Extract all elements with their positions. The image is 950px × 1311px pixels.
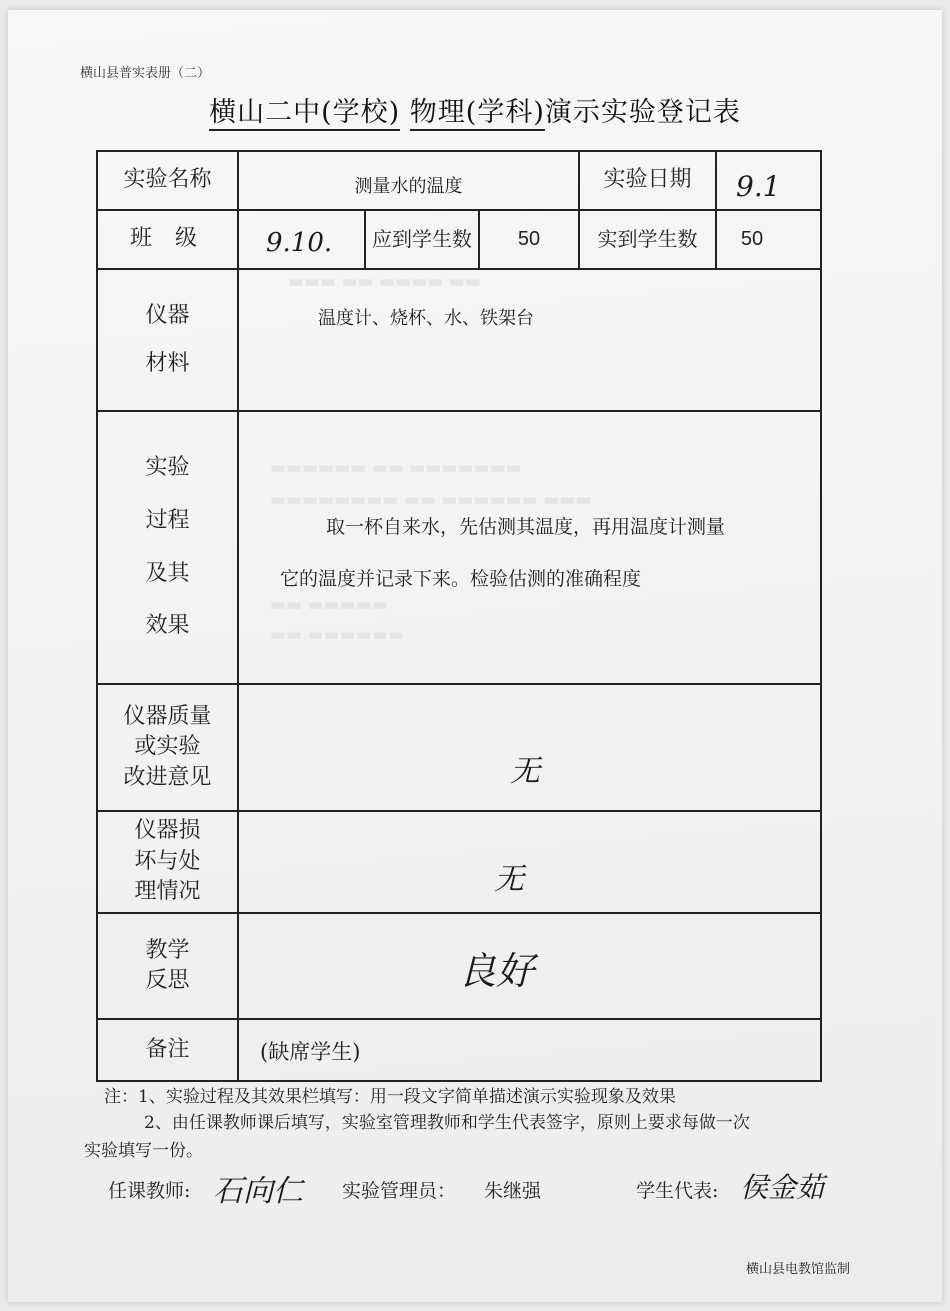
label-process-line4: 效果 bbox=[145, 613, 190, 639]
bleed-through-text: ▬▬ ▬▬▬▬▬▬ bbox=[270, 625, 404, 645]
title-rest: 演示实验登记表 bbox=[544, 97, 741, 128]
teacher-signature-label: 任课教师: bbox=[108, 1180, 191, 1202]
label-process-line3: 及其 bbox=[145, 560, 190, 586]
value-class: 9.10. bbox=[266, 228, 333, 258]
label-quality-line3: 改进意见 bbox=[123, 764, 212, 790]
title-school: 横山二中(学校) bbox=[209, 97, 400, 131]
bleed-through-text: ▬▬▬▬▬▬ ▬▬ ▬▬▬▬▬▬▬ bbox=[270, 458, 522, 478]
registration-form-sheet bbox=[8, 10, 942, 1302]
value-process-line1: 取一杯自来水，先估测其温度，再用温度计测量 bbox=[326, 516, 726, 538]
label-process bbox=[98, 412, 237, 683]
title-gap bbox=[400, 97, 410, 128]
label-damage-line3: 理情况 bbox=[134, 879, 201, 905]
label-damage bbox=[98, 812, 237, 912]
footer-issuer: 横山县电教馆监制 bbox=[745, 1262, 850, 1277]
label-materials-line2: 材料 bbox=[145, 351, 190, 376]
note-line-1: 注：1、实验过程及其效果栏填写：用一段文字简单描述演示实验现象及效果 bbox=[104, 1087, 676, 1107]
student-signature-label: 学生代表: bbox=[636, 1180, 719, 1202]
student-signature: 侯金茹 bbox=[740, 1171, 825, 1204]
value-experiment-name: 测量水的温度 bbox=[354, 176, 463, 197]
value-materials: 温度计、烧杯、水、铁架台 bbox=[318, 308, 534, 329]
form-series-label: 横山县普实表册（二） bbox=[80, 66, 211, 81]
label-experiment-date: 实验日期 bbox=[603, 167, 692, 193]
label-expected-students: 应到学生数 bbox=[372, 226, 472, 251]
value-actual-students: 50 bbox=[740, 227, 764, 250]
label-process-line1: 实验 bbox=[145, 454, 190, 480]
title-subject: 物理(学科) bbox=[410, 97, 545, 131]
label-remarks: 备注 bbox=[145, 1036, 190, 1062]
value-expected-students: 50 bbox=[517, 227, 541, 250]
label-reflection-line1: 教学 bbox=[145, 937, 190, 963]
label-quality bbox=[98, 685, 237, 810]
label-damage-line2: 坏与处 bbox=[134, 848, 201, 874]
label-reflection bbox=[98, 914, 237, 1018]
value-damage: 无 bbox=[494, 862, 524, 897]
label-materials-line1: 仪器 bbox=[145, 302, 190, 328]
label-materials bbox=[98, 270, 237, 410]
label-class: 班 级 bbox=[130, 226, 205, 252]
value-quality: 无 bbox=[510, 754, 540, 789]
value-experiment-date: 9.1 bbox=[736, 170, 781, 203]
admin-signature: 朱继强 bbox=[484, 1180, 542, 1202]
label-actual-students: 实到学生数 bbox=[597, 226, 698, 251]
admin-signature-label: 实验管理员： bbox=[342, 1180, 457, 1202]
bleed-through-text: ▬▬▬ ▬▬ ▬▬▬▬ ▬▬ bbox=[288, 272, 481, 292]
note-line-2: 2、由任课教师课后填写，实验室管理教师和学生代表签字，原则上要求每做一次 bbox=[144, 1113, 750, 1133]
note-line-3: 实验填写一份。 bbox=[84, 1141, 203, 1161]
form-title bbox=[8, 90, 942, 129]
value-reflection: 良好 bbox=[458, 949, 535, 993]
value-process-line2: 它的温度并记录下来。检验估测的准确程度 bbox=[280, 568, 642, 590]
label-quality-line1: 仪器质量 bbox=[123, 703, 212, 729]
value-remarks: (缺席学生) bbox=[260, 1040, 361, 1064]
label-reflection-line2: 反思 bbox=[145, 968, 190, 993]
label-process-line2: 过程 bbox=[145, 507, 190, 533]
label-quality-line2: 或实验 bbox=[134, 734, 201, 760]
label-damage-line1: 仪器损 bbox=[134, 818, 201, 844]
bleed-through-text: ▬▬ ▬▬▬▬▬ bbox=[270, 595, 388, 615]
bleed-through-text: ▬▬▬▬▬▬▬▬ ▬▬ ▬▬▬▬▬▬ ▬▬▬ bbox=[270, 490, 592, 510]
teacher-signature: 石向仁 bbox=[213, 1174, 303, 1209]
label-experiment-name: 实验名称 bbox=[123, 167, 212, 193]
